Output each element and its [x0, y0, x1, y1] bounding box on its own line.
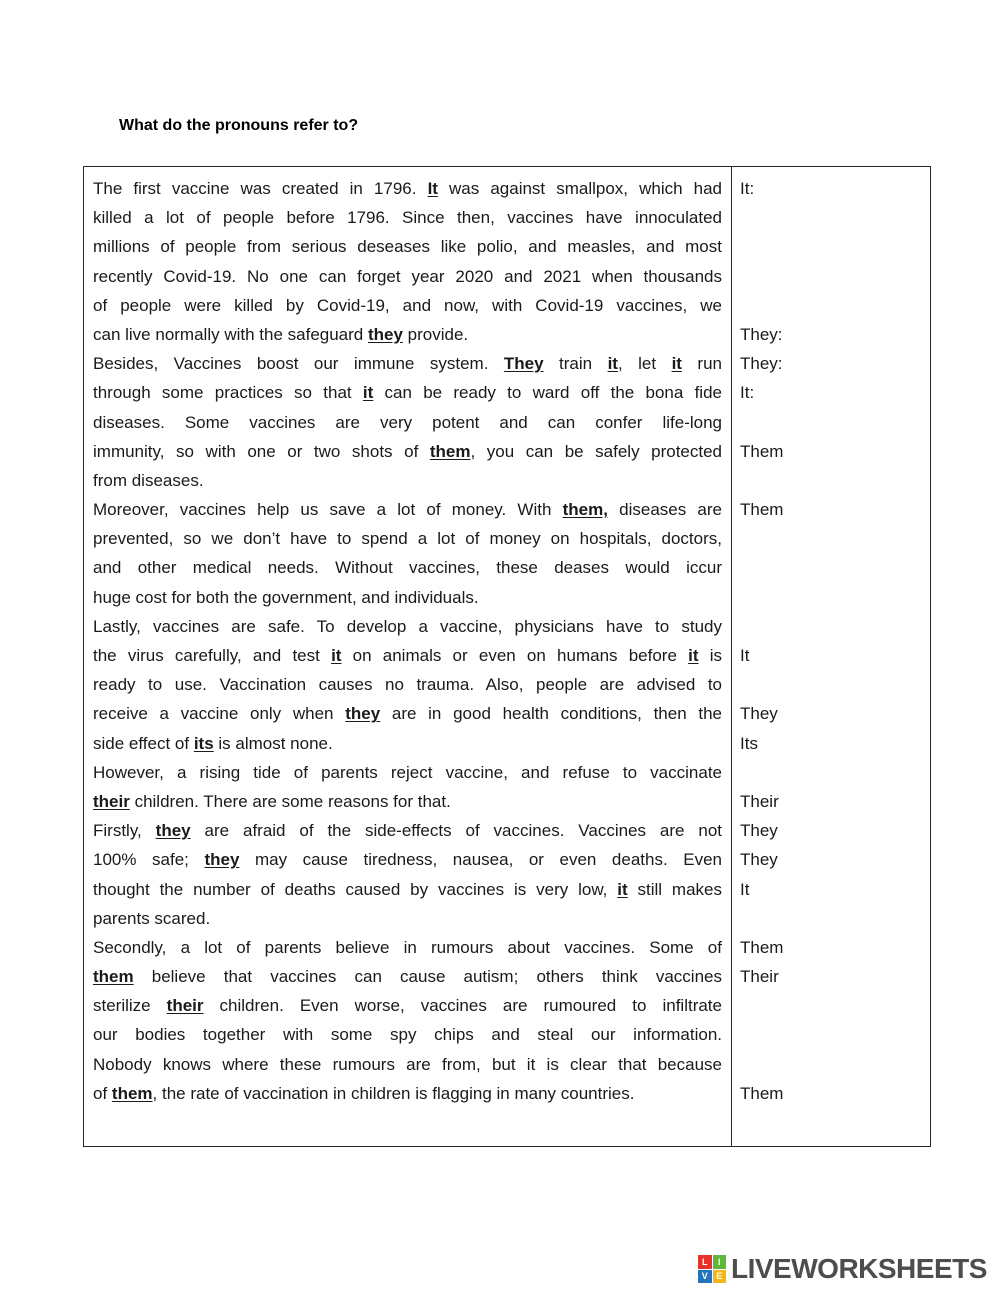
pronoun-highlight: its	[193, 733, 214, 753]
pronoun-highlight: them	[111, 1083, 153, 1103]
passage-line	[93, 320, 722, 349]
passage-line	[93, 291, 722, 320]
passage-line	[93, 466, 722, 495]
answer-field	[740, 583, 926, 612]
passage-line	[93, 816, 722, 845]
passage-text: , the rate of vaccination in children is flagging in many countries.	[152, 1083, 635, 1103]
passage-text: receive a vaccine only when	[93, 704, 346, 724]
answer-field	[740, 408, 926, 437]
pronoun-highlight: it	[688, 646, 699, 665]
liveworksheets-logo-icon	[698, 1255, 726, 1283]
passage-text: killed a lot of people before 1796. Since then, vaccines have innoculated	[93, 208, 722, 228]
pronoun-highlight: they	[345, 704, 381, 724]
answer-field	[740, 553, 926, 582]
answer-field[interactable]: They	[740, 704, 778, 724]
logo-cell: E	[713, 1270, 727, 1284]
passage-text: of	[93, 1083, 112, 1103]
passage-line	[93, 729, 722, 758]
pronoun-highlight: them	[93, 967, 134, 987]
passage-text: can live normally with the safeguard	[93, 324, 368, 344]
answer-field	[740, 758, 926, 787]
passage-line	[93, 232, 722, 261]
pronoun-worksheet-table	[83, 166, 931, 1147]
passage-line	[93, 612, 722, 641]
pronoun-highlight: they	[204, 850, 240, 870]
answer-field	[740, 1020, 926, 1049]
passage-text: are in good health conditions, then the	[380, 704, 722, 724]
passage-text: However, a rising tide of parents reject vaccine, and refuse to vaccinate	[93, 762, 722, 782]
passage-line	[93, 262, 722, 291]
passage-line	[93, 1020, 722, 1049]
passage-line	[93, 1050, 722, 1079]
passage-text: thought the number of deaths caused by vaccines is very low,	[93, 879, 618, 899]
pronoun-highlight: it	[607, 354, 618, 374]
passage-line	[93, 553, 722, 582]
logo-cell: V	[698, 1270, 712, 1284]
answer-field	[740, 1108, 926, 1137]
answer-field	[740, 203, 926, 232]
passage-line	[93, 991, 722, 1020]
answer-field	[740, 232, 926, 261]
passage-text: run	[681, 354, 722, 374]
passage-text: ready to use. Vaccination causes no trauma. Also, people are advised to	[93, 675, 722, 695]
passage-line	[93, 495, 722, 524]
passage-text: diseases are	[607, 500, 722, 520]
passage-line	[93, 174, 722, 203]
answer-field	[740, 291, 926, 320]
passage-text: millions of people from serious deseases like polio, and measles, and most	[93, 237, 722, 257]
passage-text: Moreover, vaccines help us save a lot of money. With	[93, 500, 563, 520]
answer-field[interactable]: It:	[740, 179, 755, 198]
answer-field[interactable]: Their	[740, 791, 779, 811]
pronoun-highlight: they	[367, 324, 403, 344]
answer-field	[740, 262, 926, 291]
answer-field[interactable]: They:	[740, 324, 783, 344]
passage-text: Nobody knows where these rumours are from, but it is clear that because	[93, 1054, 722, 1074]
answer-field	[740, 466, 926, 495]
passage-line	[93, 378, 722, 407]
passage-text: Lastly, vaccines are safe. To develop a vaccine, physicians have to study	[93, 616, 722, 636]
passage-line	[93, 349, 722, 378]
passage-text: , let	[617, 354, 672, 374]
passage-text: side effect of	[93, 733, 194, 753]
passage-text: children. Even worse, vaccines are rumoured to infiltrate	[203, 996, 722, 1016]
pronoun-highlight: They	[503, 354, 544, 374]
answer-field	[740, 524, 926, 553]
passage-text: huge cost for both the government, and individuals.	[93, 587, 479, 607]
passage-text: our bodies together with some spy chips and steal our information.	[93, 1025, 722, 1045]
answer-field	[740, 1050, 926, 1079]
passage-text: and other medical needs. Without vaccines, these deases would iccur	[93, 558, 722, 578]
passage-line	[93, 962, 722, 991]
passage-text: is almost none.	[213, 733, 333, 753]
answer-field	[740, 670, 926, 699]
passage-line	[93, 758, 722, 787]
passage-line	[93, 641, 722, 670]
answer-field	[740, 612, 926, 641]
passage-line	[93, 1108, 722, 1137]
passage-text: Secondly, a lot of parents believe in rumours about vaccines. Some of	[93, 937, 722, 957]
pronoun-highlight: their	[93, 791, 130, 811]
logo-cell: L	[698, 1255, 712, 1269]
passage-text: diseases. Some vaccines are very potent and can confer life-long	[93, 412, 722, 432]
passage-text: , you can be safely protected	[470, 441, 722, 461]
answer-field	[740, 991, 926, 1020]
pronoun-highlight: them	[429, 441, 471, 461]
answer-field[interactable]: They	[740, 850, 778, 870]
pronoun-highlight: them,	[562, 500, 608, 520]
pronoun-highlight: It	[427, 179, 438, 198]
passage-text: parents scared.	[93, 908, 211, 928]
answer-field[interactable]: They:	[740, 354, 783, 374]
passage-column	[84, 167, 732, 1146]
passage-line	[93, 524, 722, 553]
pronoun-highlight: it	[331, 646, 342, 665]
passage-line	[93, 408, 722, 437]
passage-text: believe that vaccines can cause autism; others think vaccines	[133, 967, 722, 987]
pronoun-highlight: it	[362, 383, 374, 403]
passage-line	[93, 203, 722, 232]
passage-line	[93, 933, 722, 962]
passage-line	[93, 875, 722, 904]
answer-column	[732, 167, 930, 1146]
passage-text: may cause tiredness, nausea, or even deaths. Even	[239, 850, 722, 870]
passage-text: of people were killed by Covid-19, and now, with Covid-19 vaccines, we	[93, 295, 722, 315]
passage-text: provide.	[402, 324, 469, 344]
answer-field[interactable]: It	[740, 879, 750, 899]
passage-text: is	[698, 646, 722, 665]
passage-line	[93, 670, 722, 699]
passage-text: children. There are some reasons for that.	[129, 791, 451, 811]
passage-line	[93, 845, 722, 874]
answer-field[interactable]: Them	[740, 1083, 784, 1103]
answer-field[interactable]: Their	[740, 967, 779, 987]
passage-line	[93, 583, 722, 612]
passage-text: prevented, so we don’t have to spend a lot of money on hospitals, doctors,	[93, 529, 722, 549]
answer-field[interactable]: It:	[740, 383, 755, 403]
answer-field	[740, 904, 926, 933]
passage-line	[93, 437, 722, 466]
answer-field[interactable]: Them	[740, 937, 784, 957]
answer-field[interactable]: They	[740, 821, 778, 841]
worksheet-title: What do the pronouns refer to?	[119, 117, 359, 134]
passage-text: from diseases.	[93, 470, 204, 490]
answer-field[interactable]: Its	[740, 733, 758, 753]
answer-field[interactable]: It	[740, 646, 750, 665]
passage-text: Firstly,	[93, 821, 156, 841]
answer-field[interactable]: Them	[740, 500, 784, 520]
passage-text: still makes	[627, 879, 722, 899]
passage-line	[93, 787, 722, 816]
logo-cell: I	[713, 1255, 727, 1269]
pronoun-highlight: their	[166, 996, 204, 1016]
passage-text: was against smallpox, which had	[437, 179, 722, 198]
passage-text: train	[543, 354, 608, 374]
passage-text: the virus carefully, and test	[93, 646, 332, 665]
passage-text: are afraid of the side-effects of vaccines. Vaccines are not	[190, 821, 722, 841]
pronoun-highlight: it	[671, 354, 682, 374]
pronoun-highlight: they	[155, 821, 191, 841]
passage-text: sterilize	[93, 996, 167, 1016]
passage-line	[93, 1079, 722, 1108]
passage-line	[93, 699, 722, 728]
passage-text: 100% safe;	[93, 850, 205, 870]
answer-field[interactable]: Them	[740, 441, 784, 461]
passage-text: immunity, so with one or two shots of	[93, 441, 430, 461]
passage-text: through some practices so that	[93, 383, 363, 403]
liveworksheets-wordmark: LIVEWORKSHEETS	[731, 1253, 987, 1284]
passage-text: recently Covid-19. No one can forget year 2020 and 2021 when thousands	[93, 266, 722, 286]
passage-text: Besides, Vaccines boost our immune system.	[93, 354, 504, 374]
pronoun-highlight: it	[617, 879, 628, 899]
passage-text: on animals or even on humans before	[341, 646, 689, 665]
footer-brand	[698, 1253, 987, 1285]
passage-text: The first vaccine was created in 1796.	[93, 179, 428, 198]
passage-text: can be ready to ward off the bona fide	[373, 383, 722, 403]
passage-line	[93, 904, 722, 933]
